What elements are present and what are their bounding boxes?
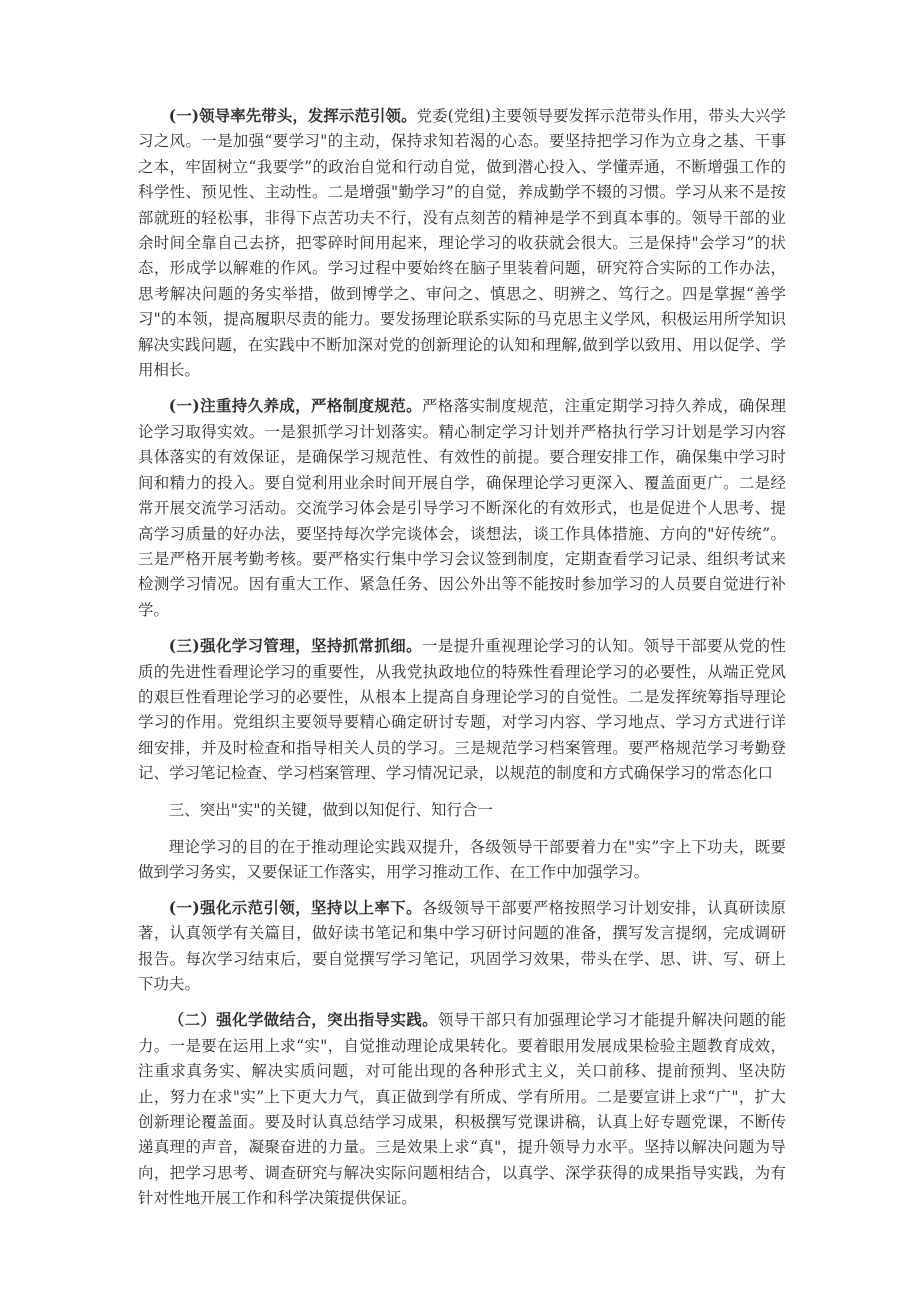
paragraph-lead: （二）强化学做结合，突出指导实践。 (168, 1011, 438, 1030)
section-heading: 三、突出"实"的关键，做到以知促行、知行合一 (168, 800, 493, 819)
paragraph-demonstration (138, 896, 786, 998)
paragraph-body: 党委(党组)主要领导要发挥示范带头作用，带头大兴学习之风。一是加强“要学习"的主动，保持求知若渴的心态。要坚持把学习作为立身之基、干事之本，牢固树立“我要学”的政治自觉和行动自觉，做到潜心投入、学懂弄通，不断增强工作的科学性、预见性、主动性。二是增强"勤学习”的自觉，养成勤学不辍的习惯。学习从来不是按部就班的轻松事，非得下点苦功夫不行，没有点刻苦的精神是学不到真本事的。领导干部的业余时间全靠自己去挤，把零碎时间用起来，理论学习的收获就会很大。三是保持"会学习”的状态，形成学以解难的作风。学习过程中要始终在脑子里装着问题，研究符合实际的工作办法，思考解决问题的务实举措，做到博学之、审问之、慎思之、明辨之、笃行之。四是掌握“善学习"的本领，提高履职尽责的能力。要发扬理论联系实际的马克思主义学风，积极运用所学知识解决实践问题，在实践中不断加深对党的创新理论的认知和理解,做到学以致用、用以促学、学用相长。 (138, 107, 786, 380)
paragraph-body: 一是提升重视理论学习的认知。领导干部要从党的性质的先进性看理论学习的重要性，从我党执政地位的特殊性看理论学习的必要性，从端正党风的艰巨性看理论学习的必要性，从根本上提高自身理论学习的自觉性。二是发挥统筹指导理论学习的作用。党组织主要领导要精心确定研讨专题，对学习内容、学习地点、学习方式进行详细安排，并及时检查和指导相关人员的学习。三是规范学习档案管理。要严格规范学习考勤登记、学习笔记检查、学习档案管理、学习情况记录，以规范的制度和方式确保学习的常态化口 (138, 637, 786, 783)
paragraph-system (138, 394, 786, 623)
document-page (138, 104, 786, 1223)
paragraph-lead: (三)强化学习管理，坚持抓常抓细。 (168, 637, 422, 656)
paragraph-lead: (一)注重持久养成，严格制度规范。 (168, 397, 422, 416)
section-intro: 理论学习的目的在于推动理论实践双提升，各级领导干部要着力在"实”字上下功夫，既要做到学习务实，又要保证工作落实，用学习推动工作、在工作中加强学习。 (138, 837, 786, 882)
paragraph-lead: (一)强化示范引领，坚持以上率下。 (168, 898, 422, 917)
paragraph-lead: (一)领导率先带头，发挥示范引领。 (168, 107, 417, 125)
paragraph-body: 严格落实制度规范，注重定期学习持久养成，确保理论学习取得实效。一是狠抓学习计划落实。精心制定学习计划并严格执行学习计划是学习内容具体落实的有效保证，是确保学习规范性、有效性的前提。要合理安排工作，确保集中学习时间和精力的投入。要自觉利用业余时间开展自学，确保理论学习更深入、覆盖面更广。二是经常开展交流学习活动。交流学习体会是引导学习不断深化的有效形式，也是促进个人思考、提高学习质量的好办法，要坚持每次学完谈体会，谈想法，谈工作具体措施、方向的"好传统”。三是严格开展考勤考核。要严格实行集中学习会议签到制度，定期查看学习记录、组织考试来检测学习情况。因有重大工作、紧急任务、因公外出等不能按时参加学习的人员要自觉进行补学。 (138, 397, 786, 619)
paragraph-body: 领导干部只有加强理论学习才能提升解决问题的能力。一是要在运用上求“实"，自觉推动理论成果转化。要着眼用发展成果检验主题教育成效，注重求真务实、解决实质问题，对可能出现的各种形式主义，关口前移、提前预判、坚决防止，努力在求"实”上下更大力气，真正做到学有所成、学有所用。二是要宣讲上求“广"，扩大创新理论覆盖面。要及时认真总结学习成果，积极撰写党课讲稿，认真上好专题党课，不断传递真理的声音，凝聚奋进的力量。三是效果上求“真"，提升领导力水平。坚持以解决问题为导向，把学习思考、调查研究与解决实际问题相结合，以真学、深学获得的成果指导实践，为有针对性地开展工作和科学决策提供保证。 (138, 1011, 786, 1208)
paragraph-management (138, 634, 786, 786)
paragraph-leadership (138, 104, 786, 383)
paragraph-practice (138, 1008, 786, 1211)
paragraph-body: 各级领导干部要严格按照学习计划安排，认真研读原著，认真领学有关篇目，做好读书笔记和集中学习研讨问题的准备，撰写发言提纲，完成调研报告。每次学习结束后，要自觉撰写学习笔记，巩固学习效果，带头在学、思、讲、写、研上下功夫。 (138, 898, 786, 993)
